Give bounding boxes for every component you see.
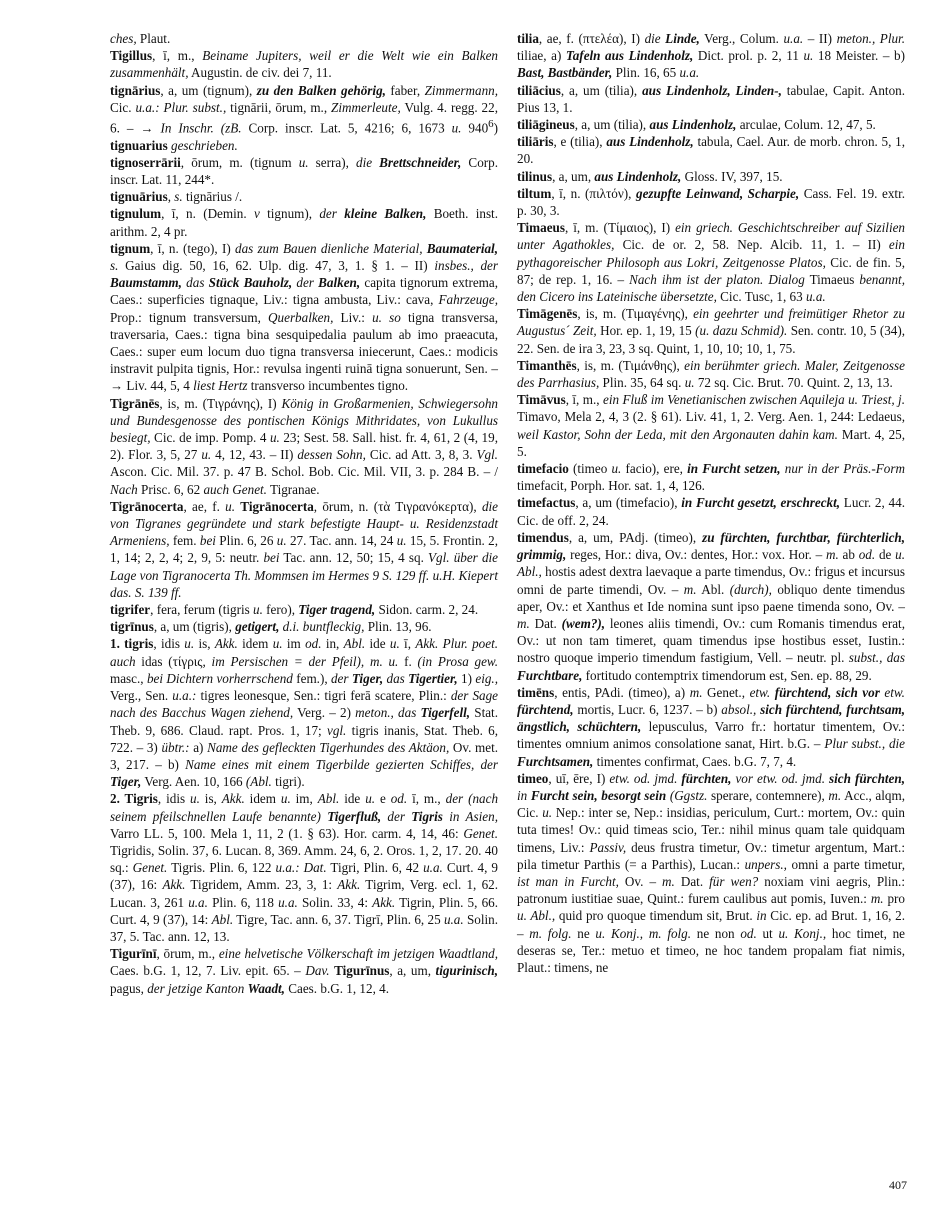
dictionary-entry: tilinus, a, um, aus Lindenholz, Gloss. IV, 397, 15. (517, 168, 783, 184)
dictionary-entry: tigrīnus, a, um (tigris), getigert, d.i. buntfleckig, Plin. 13, 96. (110, 619, 432, 635)
dictionary-entry: tignārius, a, um (tignum), zu den Balken gehörig, faber, Zimmermann, Cic. u.a.: Plur. subst., tignārii, ōrum, m., Zimmerleute, Vulg. 4. regg. 22, 6. – → In Inschr. (zB. Corp. inscr. Lat. 5, 4216; 6, 1673 u. $940^6$) tignuarius geschrieben. (110, 82, 498, 153)
dictionary-entry: 2. Tigris, idis u. is, Akk. idem u. im, Abl. ide u. e od. ī, m., der (nach seinem pfeilschnellen Laufe benannte) Tigerfluß, der Tigris in Asien, Varro LL. 5, 100. Mela 1, 11, 2 (1. § 63). Hor. carm. 4, 14, 46: Genet. Tigridis, Solin. 37, 6. Lucan. 8, 369. Amm. 24, 6, 2. Oros. 1, 2, 17. 20. 40 sq.: Genet. Tigris. Plin. 6, 122 u.a.: Dat. Tigri, Plin. 6, 42 u.a. Curt. 4, 9 (37), 16: Akk. Tigridem, Amm. 23, 3, 1: Akk. Tigrim, Verg. ecl. 1, 62. Lucan. 3, 261 u.a. Plin. 6, 118 u.a. Solin. 33, 4: Akk. Tigrin, Plin. 5, 66. Curt. 4, 9 (37), 14: Abl. Tigre, Tac. ann. 6, 37. Tigrī, Plin. 6, 25 u.a. Solin. 37, 5. Tac. ann. 12, 13. (110, 791, 499, 944)
dictionary-entry: tiliāris, e (tilia), aus Lindenholz, tabula, Cael. Aur. de morb. chron. 5, 1, 20. (517, 134, 906, 167)
dictionary-entry: timefactus, a, um (timefacio), in Furcht gesetzt, erschreckt, Lucr. 2, 44. Cic. de off. 2, 24. (517, 495, 905, 528)
dictionary-entry: Tigrānocerta, ae, f. u. Tigrānocerta, ōrum, n. (τὰ Τιγρανόκερτα), die von Tigranes gegründete und stark befestigte Haupt- u. Residenzstadt Armeniens, fem. bei Plin. 6, 26 u. 27. Tac. ann. 14, 24 u. 15, 5. Frontin. 2, 1, 14; 2, 2, 4; 2, 9, 5: neutr. bei Tac. ann. 12, 50; 15, 4 sq. Vgl. über die Lage von Tigranocerta Th. Mommsen im Hermes 9 S. 129 ff. u.H. Kiepert das. S. 139 ff. (110, 498, 498, 600)
dictionary-entry: timēns, entis, PAdi. (timeo), a) m. Genet., etw. fürchtend, sich vor etw. fürchtend, mortis, Lucr. 6, 1237. – b) absol., sich fürchtend, furchtsam, ängstlich, schüchtern, lepusculus, Varro fr.: hortatur timentem, Ov.: timentes omnium animos consolatione sanat, Hirt. b.G. – Plur subst., die Furchtsamen, timentes confirmat, Caes. b.G. 7, 7, 4. (517, 684, 906, 769)
dictionary-entry: Tigrānēs, is, m. (Τιγράνης), I) König in Großarmenien, Schwiegersohn und Bundesgenosse des pontischen Königs Mithridates, von Lukullus besiegt, Cic. de imp. Pomp. 4 u. 23; Sest. 58. Sall. hist. fr. 4, 61, 2 (4, 19, 2). Flor. 3, 5, 27 u. 4, 12, 43. – II) dessen Sohn, Cic. ad Att. 3, 8, 3. Vgl. Ascon. Cic. Mil. 37. p. 47 B. Schol. Bob. Cic. Mil. VII, 3. p. 284 B. – / Nach Prisc. 6, 62 auch Genet. Tigranae. (110, 395, 498, 497)
page-number: 407 (889, 1178, 907, 1192)
right-column (517, 30, 905, 976)
dictionary-entry: Timāgenēs, is, m. (Τιμαγένης), ein geehrter und freimütiger Rhetor zu Augustus´ Zeit, Hor. ep. 1, 19, 15 (u. dazu Schmid). Sen. contr. 10, 5 (34), 22. Sen. de ira 3, 23, 3 sq. Quint, 1, 10, 10; 10, 1, 75. (517, 306, 906, 356)
dictionary-entry: Timāvus, ī, m., ein Fluß im Venetianischen zwischen Aquileja u. Triest, j. Timavo, Mela 2, 4, 3 (2. § 61). Liv. 41, 1, 2. Verg. Aen. 1, 244: Ledaeus, weil Kastor, Sohn der Leda, mit den Argonauten dahin kam. Mart. 4, 25, 5. (517, 392, 906, 459)
dictionary-entry: tiliācius, a, um (tilia), aus Lindenholz, Linden-, tabulae, Capit. Anton. Pius 13, 1. (517, 82, 906, 115)
dictionary-entry: tignum, ī, n. (tego), I) das zum Bauen dienliche Material, Baumaterial, s. Gaius dig. 50, 16, 62. Ulp. dig. 47, 3, 1. § 1. – II) insbes., der Baumstamm, das Stück Bauholz, der Balken, capita tignorum extrema, Caes.: superficies tignaque, Liv.: tigna ambusta, Liv.: cava, Fahrzeuge, Prop.: tignum transversum, Querbalken, Liv.: u. so tigna transversa, traversaria, Caes.: tigna bina sesquipedalia paulum ab imo praeacuta, Caes.: super eum locum duo tigna transversa iniecerunt, Caes.: modicis instravit pulpita tignis, Hor.: revulsa ingenti ruinā tigna sonuerunt, Sen. – → Liv. 44, 5, 4 liest Hertz transverso incumbentes tigno. (110, 240, 499, 394)
dictionary-entry: Tigurīnī, ōrum, m., eine helvetische Völkerschaft im jetzigen Waadtland, Caes. b.G. 1, 12, 7. Liv. epit. 65. – Dav. Tigurīnus, a, um, tigurinisch, pagus, der jetzige Kanton Waadt, Caes. b.G. 1, 12, 4. (110, 946, 498, 996)
left-column (110, 30, 498, 997)
dictionary-entry: tiliāgineus, a, um (tilia), aus Lindenholz, arculae, Colum. 12, 47, 5. (517, 117, 876, 133)
dictionary-entry: tignulum, ī, n. (Demin. v tignum), der kleine Balken, Boeth. inst. arithm. 2, 4 pr. (110, 206, 498, 239)
dictionary-entry: tignuārius, s. tignārius /. (110, 189, 243, 205)
dictionary-entry: timendus, a, um, PAdj. (timeo), zu fürchten, furchtbar, fürchterlich, grimmig, reges, Hor.: diva, Ov.: dentes, Hor.: vox. Hor. – m. ab od. de u. Abl., hostis adest dextra laevaque a parte timendus, Ov.: frigus et incursus omni de parte timendi, Ov. – m. Abl. (durch), obliquo dente timendus aper, Ov.: et Xanthus et Ide nomina sunt ipso paene timenda sono, Ov. – m. Dat. (wem?), leones aliis timendi, Ov.: cum Romanis timendus erat, Ov.: ut non tam timeret, quam timendus ipse hostibus esset, Iustin.: nostro quoque imperio timendum fastigium, Vell. – neutr. pl. subst., das Furchtbare, fortitudo contemptrix timendorum est, Sen. ep. 88, 29. (517, 529, 905, 683)
dictionary-entry: tignoserrārii, ōrum, m. (tignum u. serra), die Brettschneider, Corp. inscr. Lat. 11, 244*. (110, 154, 498, 187)
dictionary-entry: Timanthēs, is, m. (Τιμάνθης), ein berühmter griech. Maler, Zeitgenosse des Parrhasius, Plin. 35, 64 sq. u. 72 sq. Cic. Brut. 70. Quint. 2, 13, 13. (517, 357, 905, 391)
dictionary-entry: timeo, uī, ēre, I) etw. od. jmd. fürchten, vor etw. od. jmd. sich fürchten, in Furcht sein, besorgt sein (Ggstz. sperare, contemnere), m. Acc., alqm, Cic. u. Nep.: inter se, Nep.: insidias, periculum, Curt.: mortem, Ov.: quin tuta times! Ov.: quid timeas scio, Ter.: nihil minus quam tale quidquam timens, Liv.: Passiv, deus frustra timetur, Ov.: timetur argentum, Mart.: pila timetur Parthis (= a Parthis), Lucan.: unpers., omni a parte timetur, ist man in Furcht, Ov. – m. Dat. für wen? noxiam vini aegris, Plin.: patronum iustitiae suae, Quint.: furem caulibus aut pomis, Iuven.: m. pro u. Abl., quid pro quoque timendum sit, Brut. in Cic. ep. ad Brut. 1, 16, 2. – m. folg. ne u. Konj., m. folg. ne non od. ut u. Konj., hoc timet, ne deseras se, Ter.: metuo et timeo, ne hoc tandem propalam fiat nimis, Plaut.: timens, ne (517, 770, 905, 975)
dictionary-entry: 1. tigris, idis u. is, Akk. idem u. im od. in, Abl. ide u. ī, Akk. Plur. poet. auch idas (τίγρις, im Persischen = der Pfeil), m. u. f. (in Prosa gew. masc., bei Dichtern vorherrschend fem.), der Tiger, das Tigertier, 1) eig., Verg., Sen. u.a.: tigres leonesque, Sen.: tigri ferā scatere, Plin.: der Sage nach des Bacchus Wagen ziehend, Verg. – 2) meton., das Tigerfell, Stat. Theb. 9, 686. Claud. rapt. Pros. 1, 17; vgl. tigris inanis, Stat. Theb. 6, 722. – 3) übtr.: a) Name des gefleckten Tigerhundes des Aktäon, Ov. met. 3, 217. – b) Name eines mit einem Tigerbilde gezierten Schiffes, der Tiger, Verg. Aen. 10, 166 (Abl. tigri). (110, 636, 499, 790)
dictionary-entry: tigrifer, fera, ferum (tigris u. fero), Tiger tragend, Sidon. carm. 2, 24. (110, 602, 479, 618)
dictionary-entry: tilia, ae, f. (πτελέα), I) die Linde, Verg., Colum. u.a. – II) meton., Plur. tiliae, a) Tafeln aus Lindenholz, Dict. prol. p. 2, 11 u. 18 Meister. – b) Bast, Bastbänder, Plin. 16, 65 u.a. (517, 31, 906, 81)
dictionary-entry: Tigillus, ī, m., Beiname Jupiters, weil er die Welt wie ein Balken zusammenhält, Augustin. de civ. dei 7, 11. (110, 48, 498, 81)
dictionary-entry: timefacio (timeo u. facio), ere, in Furcht setzen, nur in der Präs.-Form timefacit, Porph. Hor. sat. 1, 4, 126. (517, 461, 905, 494)
dictionary-entry: tiltum, ī, n. (πιλτόν), gezupfte Leinwand, Scharpie, Cass. Fel. 19. extr. p. 30, 3. (517, 185, 906, 219)
dictionary-entry: ches, Plaut. (110, 31, 171, 46)
dictionary-entry: Timaeus, ī, m. (Τίμαιος), I) ein griech. Geschichtschreiber auf Sizilien unter Agathokles, Cic. de or. 2, 58. Nep. Alcib. 11, 1. – II) ein pythagoreischer Philosoph aus Lokri, Zeitgenosse Platos, Cic. de fin. 5, 87; de rep. 1, 16. – Nach ihm ist der platon. Dialog Timaeus benannt, den Cicero ins Lateinische übersetzte, Cic. Tusc, 1, 63 u.a. (517, 220, 905, 305)
